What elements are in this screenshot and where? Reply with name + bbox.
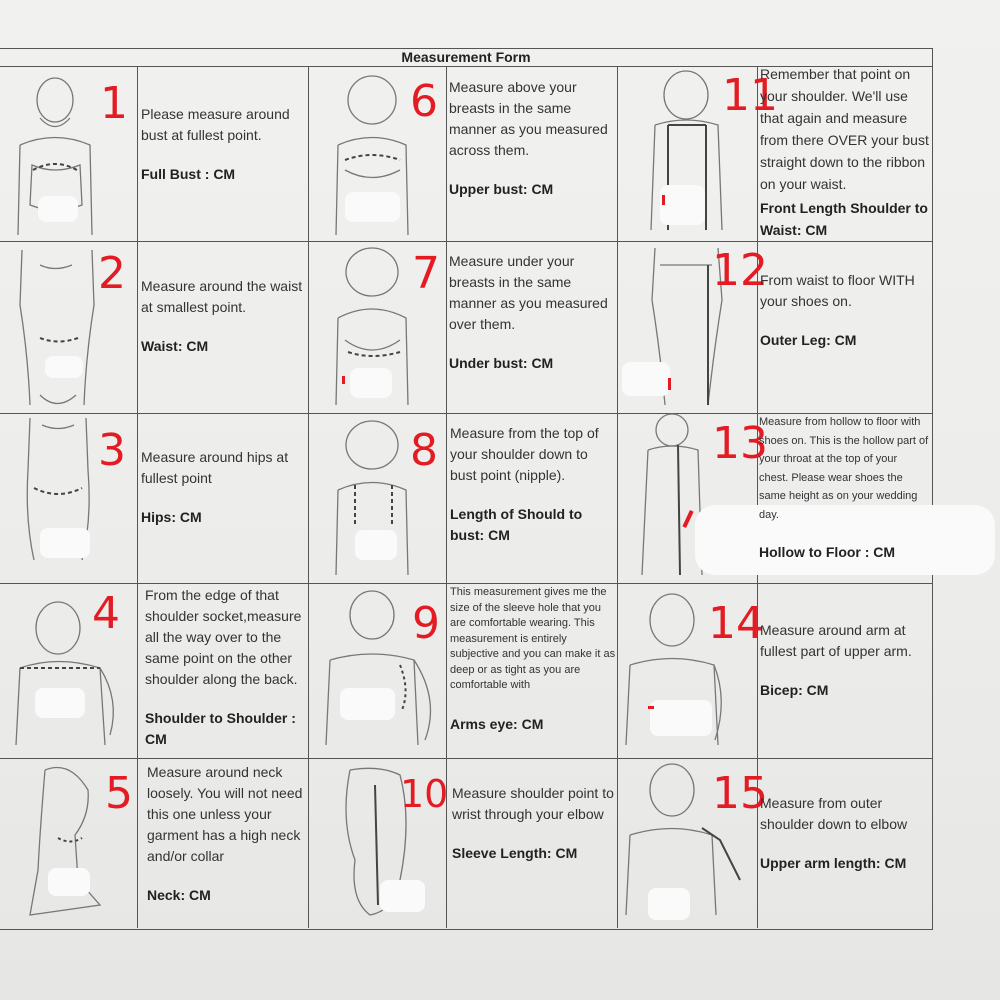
- cell-text-7: [449, 251, 615, 374]
- cell-label: Upper arm length: CM: [760, 855, 907, 871]
- cell-label: Hollow to Floor : CM: [759, 544, 896, 560]
- cell-label: Length of Should to bust: CM: [450, 506, 583, 543]
- cell-label: Shoulder to Shoulder : CM: [145, 710, 296, 747]
- cell-description: Measure around the waist at smallest point.: [141, 278, 303, 315]
- cell-label: Sleeve Length: CM: [452, 845, 578, 861]
- redaction-blot: [355, 530, 397, 560]
- cell-label: Front Length Shoulder to Waist: CM: [760, 200, 928, 238]
- cell-text-12: [760, 270, 930, 351]
- cell-text-5: [147, 762, 307, 906]
- cell-description: Remember that point on your shoulder. We'll use that again and measure from there OVER your bust straight down to the ribbon on your waist.: [760, 66, 929, 192]
- cell-label: Arms eye: CM: [450, 715, 544, 732]
- redaction-blot: [660, 185, 705, 225]
- cell-number-10: 10: [400, 772, 449, 816]
- redaction-blot: [35, 688, 85, 718]
- cell-number-15: 15: [712, 768, 768, 819]
- cell-description: Measure from hollow to floor with shoes on. This is the hollow part of your throat at the top of your chest. Please wear shoes the same height as on your wedding day.: [759, 416, 929, 521]
- cell-number-3: 3: [98, 425, 126, 476]
- cell-text-15: [760, 793, 930, 874]
- cell-description: From the edge of that shoulder socket,measure all the way over to the same point on the other shoulder along the back.: [145, 587, 302, 687]
- cell-text-3: [141, 447, 306, 528]
- redaction-blot: [350, 368, 392, 398]
- redaction-blot: [650, 700, 712, 736]
- cell-label: Upper bust: CM: [449, 181, 554, 197]
- cell-text-11: [760, 63, 930, 241]
- cell-description: Measure under your breasts in the same manner as you measured over them.: [449, 253, 608, 332]
- cell-label: Neck: CM: [147, 887, 211, 903]
- cell-number-6: 6: [410, 76, 438, 127]
- cell-text-9: [450, 585, 616, 735]
- cell-text-14: [760, 620, 930, 701]
- cell-text-2: [141, 276, 306, 357]
- cell-text-8: [450, 423, 615, 546]
- cell-description: Measure from the top of your shoulder down to bust point (nipple).: [450, 425, 599, 483]
- cell-number-7: 7: [412, 248, 440, 299]
- cell-label: Outer Leg: CM: [760, 332, 857, 348]
- redaction-blot: [38, 196, 78, 222]
- cell-text-4: [145, 585, 308, 750]
- cell-number-14: 14: [708, 598, 764, 649]
- cell-number-8: 8: [410, 425, 438, 476]
- cell-number-1: 1: [100, 78, 128, 129]
- cell-text-13: [759, 413, 929, 563]
- cell-number-9: 9: [412, 598, 440, 649]
- form-title: Measurement Form: [0, 48, 932, 67]
- red-mark: [342, 376, 345, 384]
- cell-description: Measure around arm at fullest part of upper arm.: [760, 622, 912, 659]
- cell-description: This measurement gives me the size of the sleeve hole that you are comfortable wearing. This measurement is entirely subjective and you can make it as deep or as tight as you are comfortable with: [450, 586, 616, 691]
- cell-description: Measure above your breasts in the same manner as you measured across them.: [449, 79, 608, 158]
- cell-label: Hips: CM: [141, 509, 202, 525]
- cell-description: Measure around neck loosely. You will not need this one unless your garment has a high neck and/or collar: [147, 764, 303, 864]
- cell-description: From waist to floor WITH your shoes on.: [760, 272, 915, 309]
- redaction-blot: [622, 362, 670, 396]
- cell-label: Bicep: CM: [760, 682, 829, 698]
- cell-description: Please measure around bust at fullest point.: [141, 106, 290, 143]
- cell-label: Full Bust : CM: [141, 166, 236, 182]
- cell-number-12: 12: [712, 245, 768, 296]
- cell-text-6: [449, 77, 615, 200]
- cell-label: Under bust: CM: [449, 355, 554, 371]
- redaction-blot: [40, 528, 90, 558]
- cell-number-5: 5: [105, 768, 133, 819]
- cell-text-1: [141, 104, 306, 185]
- cell-number-2: 2: [98, 248, 126, 299]
- red-mark: [648, 706, 654, 709]
- redaction-blot: [380, 880, 425, 912]
- redaction-blot: [48, 868, 90, 896]
- cell-description: Measure from outer shoulder down to elbow: [760, 795, 908, 832]
- cell-number-4: 4: [92, 588, 120, 639]
- redaction-blot: [648, 888, 690, 920]
- red-mark: [662, 195, 665, 205]
- redaction-blot: [345, 192, 400, 222]
- cell-text-10: [452, 783, 615, 864]
- cell-number-13: 13: [712, 418, 768, 469]
- redaction-blot: [45, 356, 83, 378]
- cell-label: Waist: CM: [141, 338, 209, 354]
- cell-description: Measure around hips at fullest point: [141, 449, 289, 486]
- cell-number-11: 11: [722, 70, 778, 121]
- red-mark: [668, 378, 671, 390]
- redaction-blot: [340, 688, 395, 720]
- cell-description: Measure shoulder point to wrist through your elbow: [452, 785, 614, 822]
